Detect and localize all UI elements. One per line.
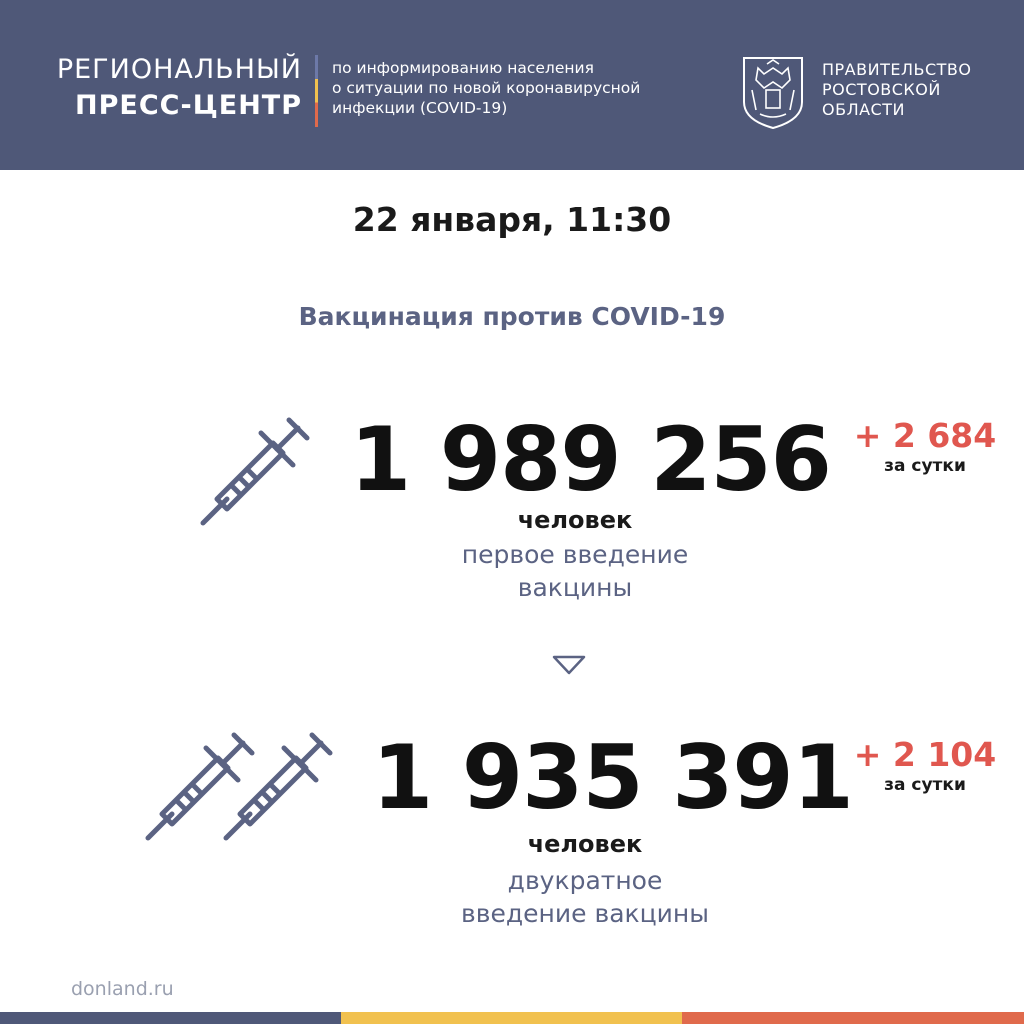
second-dose-unit: человек bbox=[527, 830, 643, 858]
brand-logo bbox=[57, 52, 302, 124]
second-dose-count: 1 935 391 bbox=[372, 726, 853, 829]
second-dose-description bbox=[400, 864, 770, 930]
header-banner bbox=[0, 0, 1024, 170]
delta-value: + 2 104 bbox=[853, 735, 997, 774]
header-subtitle bbox=[332, 58, 640, 118]
description-line: первое введение bbox=[461, 540, 689, 569]
subtitle-line: инфекции (COVID-19) bbox=[332, 99, 508, 117]
subtitle-line: о ситуации по новой коронавирусной bbox=[332, 79, 641, 97]
second-dose-delta bbox=[840, 735, 1010, 795]
government-name bbox=[822, 60, 971, 120]
double-syringe-icon bbox=[140, 730, 340, 845]
brand-line1: РЕГИОНАЛЬНЫЙ bbox=[56, 54, 302, 85]
description-line: введение вакцины bbox=[461, 899, 709, 928]
delta-label: за сутки bbox=[884, 456, 966, 476]
government-line: ПРАВИТЕЛЬСТВО bbox=[822, 60, 972, 79]
first-dose-delta bbox=[840, 416, 1010, 476]
first-dose-description bbox=[400, 538, 750, 604]
subtitle-line: по информированию населения bbox=[332, 59, 594, 77]
section-title: Вакцинация против COVID-19 bbox=[298, 302, 726, 331]
report-date: 22 января, 11:30 bbox=[352, 200, 672, 239]
coat-of-arms-icon bbox=[740, 54, 806, 130]
syringe-icon bbox=[195, 415, 315, 530]
footer-site-link[interactable]: donland.ru bbox=[71, 978, 174, 1000]
government-line: ОБЛАСТИ bbox=[822, 100, 905, 119]
delta-value: + 2 684 bbox=[853, 416, 997, 455]
description-line: вакцины bbox=[517, 573, 633, 602]
chevron-down-icon bbox=[551, 654, 587, 676]
brand-line2: ПРЕСС-ЦЕНТР bbox=[75, 90, 302, 121]
brand-divider bbox=[315, 55, 318, 127]
first-dose-count: 1 989 256 bbox=[350, 408, 831, 511]
delta-label: за сутки bbox=[884, 775, 966, 795]
description-line: двукратное bbox=[507, 866, 663, 895]
government-line: РОСТОВСКОЙ bbox=[822, 80, 941, 99]
bottom-color-bar bbox=[0, 1012, 1024, 1024]
first-dose-unit: человек bbox=[517, 506, 633, 534]
